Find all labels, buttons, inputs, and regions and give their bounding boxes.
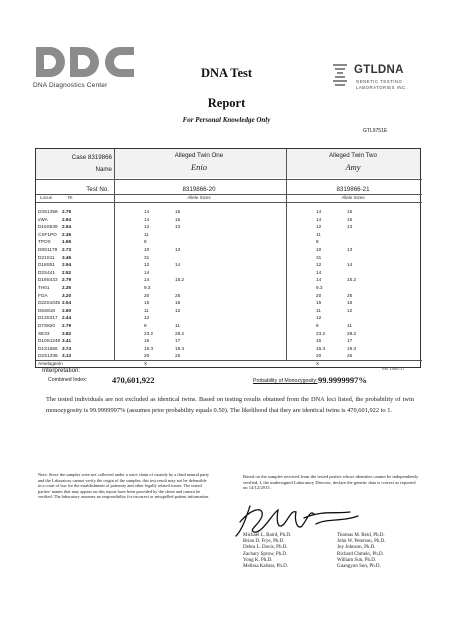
party1-allele1-cell: X: [144, 361, 148, 366]
staff-name: Melissa Kalstar, Ph.D.: [243, 564, 288, 570]
party2-allele1-cell: 10: [316, 247, 322, 252]
doc-subtitle: For Personal Knowledge Only: [182, 116, 271, 124]
party1-allele1-cell: 14: [144, 277, 150, 283]
party2-allele1-cell: 20: [316, 353, 322, 359]
party1-allele1-cell: 8: [144, 239, 147, 245]
party1-allele1-cell: 16: [144, 338, 150, 344]
ri-cell: 2.79: [62, 323, 72, 328]
director-statement: Based on the samples received from the tested parties whose identities cannot be independently verified, I, the undersigned Laboratory Director, declare the genetic data is correct as reported on 14/12/2015.: [243, 474, 419, 491]
staff-name: John W. Peterson, Ph.D.: [337, 539, 386, 545]
name-label: Name: [95, 166, 112, 173]
party1-allele2-cell: 19.3: [175, 345, 185, 351]
party2-name: Amy: [345, 162, 361, 172]
combined-index-value: 470,601,922: [112, 375, 155, 385]
party2-allele1-cell: 31: [316, 254, 322, 260]
staff-name: Brian D. Frye, Ph.D.: [243, 539, 285, 545]
ri-cell: 2.36: [62, 231, 72, 237]
party1-allele1-cell: 12: [144, 315, 150, 321]
party2-allele1-cell: 14: [316, 216, 322, 222]
party2-allele1-cell: 11: [316, 307, 321, 313]
staff-name: Joy Johnson, Ph.D.: [337, 545, 376, 551]
staff-name: Zachary Sprow, Ph.D.: [243, 551, 288, 557]
locus-cell: D21S11: [38, 254, 55, 260]
ri-cell: 2.54: [62, 224, 72, 230]
party2-allele2-cell: 13: [347, 224, 353, 230]
divider-top: [36, 179, 422, 180]
party1-allele1-cell: 10: [144, 247, 150, 252]
locus-cell: Amelogenin: [38, 361, 63, 366]
party2-allele2-cell: 16: [347, 300, 353, 306]
party2-allele1-cell: 8: [316, 323, 319, 328]
party2-allele2-cell: 16: [347, 216, 353, 222]
party2-allele1-cell: 12: [316, 262, 322, 268]
locus-cell: D10S1248: [38, 338, 61, 344]
party1-allele-header: Allele Sizes: [187, 195, 211, 200]
party2-allele2-cell: 14: [347, 262, 353, 268]
interpretation-text: The tested individuals are not excluded as identical twins. Based on testing results obtained from the DNA loci listed, the probability of twin monozygosity is 99.9999997% (assumes prior probability equals 0.50). The likelihood that they are identical twins is 470,601,922 to 1.: [46, 396, 414, 415]
party2-allele2-cell: 19.3: [347, 345, 357, 351]
divider-col2: [286, 149, 287, 360]
ri-cell: 2.76: [62, 209, 72, 214]
locus-cell: D7S820: [38, 323, 55, 328]
party1-allele1-cell: 20: [144, 292, 150, 298]
locus-cell: D22S1045: [38, 300, 61, 306]
ri-cell: 2.79: [62, 277, 72, 283]
party1-allele1-cell: 8: [144, 323, 147, 328]
staff-name: Thomas M. Reid, Ph.D.: [337, 533, 385, 538]
party1-allele2-cell: 13: [175, 224, 181, 230]
ri-cell: 2.94: [62, 262, 72, 268]
party2-allele1-cell: 9.3: [316, 285, 323, 290]
party2-allele1-cell: 8: [316, 239, 319, 245]
ri-cell: 2.73: [62, 247, 72, 252]
party1-allele1-cell: 20: [144, 353, 150, 359]
ri-cell: 3.74: [62, 345, 72, 351]
case-number: Case 8319866: [71, 154, 112, 161]
locus-cell: D1S1656: [38, 345, 58, 351]
party1-allele1-cell: 14: [144, 209, 150, 214]
doc-code: GTL9751E: [363, 128, 388, 134]
locus-cell: D18S51: [38, 262, 55, 268]
party1-allele1-cell: 11: [144, 231, 149, 237]
divider-subhdr: [36, 202, 422, 203]
party1-allele1-cell: 15: [144, 300, 150, 306]
combined-index-label: Combined Index:: [48, 377, 88, 383]
party1-allele2-cell: 15.2: [175, 277, 185, 283]
staff-name: Guangyun Sun, Ph.D.: [337, 564, 381, 570]
ri-cell: 2.44: [62, 315, 72, 321]
party2-allele1-cell: 12: [316, 315, 322, 321]
locus-cell: SE33: [38, 330, 50, 336]
party1-allele1-cell: 16.3: [144, 345, 154, 351]
locus-cell: FGA: [38, 292, 48, 298]
party1-allele2-cell: 16: [175, 300, 181, 306]
party1-allele2-cell: 16: [175, 216, 181, 222]
ri-cell: 3.82: [62, 330, 72, 336]
party1-title: Alleged Twin One: [174, 152, 224, 159]
ri-cell: 2.52: [62, 269, 72, 275]
party2-allele2-cell: 25: [347, 292, 353, 298]
party2-allele-header: Allele Sizes: [341, 195, 365, 200]
test-no-label: Test No.: [86, 186, 109, 193]
locus-cell: D16S539: [38, 224, 58, 230]
party1-allele2-cell: 25: [175, 292, 181, 298]
ri-cell: 2.04: [62, 300, 72, 306]
ri-cell: 3.41: [62, 338, 72, 344]
party1-allele2-cell: 12: [175, 307, 181, 313]
ri-cell: 2.35: [62, 285, 72, 290]
results-box: [35, 148, 421, 368]
party1-allele2-cell: 11: [175, 323, 180, 328]
party2-test-no: 8319866-21: [336, 186, 370, 193]
party2-allele1-cell: 16.3: [316, 345, 326, 351]
party2-title: Alleged Twin Two: [329, 152, 377, 159]
party1-allele2-cell: 25: [175, 353, 181, 359]
party2-allele1-cell: 14: [316, 269, 322, 275]
ri-cell: 3.20: [62, 292, 72, 298]
ri-cell: 2.60: [62, 307, 72, 313]
ddc-subtitle: DNA Diagnostics Center: [33, 82, 108, 89]
locus-cell: D19S433: [38, 277, 58, 283]
staff-list-right: [337, 533, 385, 570]
party1-allele1-cell: 12: [144, 262, 150, 268]
staff-name: William Sun, Ph.D.: [337, 557, 377, 563]
party2-allele1-cell: 14: [316, 277, 322, 283]
party1-allele1-cell: 11: [144, 307, 149, 313]
ri-cell: 3.46: [62, 254, 72, 260]
staff-name: Debra L. Davis, Ph.D.: [243, 545, 288, 551]
locus-cell: D2S441: [38, 269, 55, 275]
ri-cell: 1.65: [62, 239, 72, 245]
interpretation-label: Interpretation:: [42, 367, 81, 374]
party2-allele2-cell: 11: [347, 323, 352, 328]
party2-allele2-cell: 17: [347, 338, 353, 344]
gtl-brand-sub1: GENETIC TESTING: [356, 79, 403, 84]
doc-title-line1: DNA Test: [200, 66, 253, 80]
doc-title-line2: Report: [207, 96, 246, 110]
locus-cell: CSF1PO: [38, 231, 57, 237]
party1-allele2-cell: 15: [175, 209, 181, 214]
party2-allele1-cell: 12: [316, 224, 322, 230]
probability-label: Probability of Monozygosity:: [253, 378, 318, 384]
party2-allele2-cell: 15: [347, 209, 353, 214]
party1-allele1-cell: 31: [144, 254, 150, 260]
locus-cell: D3S1358: [38, 209, 58, 214]
locus-cell: D13S317: [38, 315, 58, 321]
party2-allele2-cell: 25: [347, 353, 353, 359]
gtl-logo-icon: [331, 62, 349, 90]
party1-allele1-cell: 14: [144, 216, 150, 222]
party2-allele1-cell: 15: [316, 300, 322, 306]
party2-allele2-cell: 15.2: [347, 277, 357, 283]
locus-cell: D5S818: [38, 307, 55, 313]
party2-allele2-cell: 12: [347, 307, 353, 313]
locus-cell: D2S1338: [38, 353, 58, 359]
party2-allele1-cell: 23.2: [316, 330, 326, 336]
party2-allele2-cell: 13: [347, 247, 353, 252]
party1-allele1-cell: 9.3: [144, 285, 151, 290]
party2-allele1-cell: 11: [316, 231, 321, 237]
ri-cell: 2.94: [62, 216, 72, 222]
staff-list-left: [243, 533, 291, 570]
disclaimer-note: Note: Since the samples were not collected under a strict chain of custody by a third neutral party and the Laboratory cannot verify the origin of the samples, this test result may not be defensible in a court of law for the establishment of paternity and other legally related issues. The tested parties' names that may appear on this report have been provided by the client and cannot be verified. The laboratory assumes no responsibility for incorrect or misspelled patient information.: [38, 472, 210, 500]
locus-cell: D8S1179: [38, 247, 58, 252]
ri-cell: 3.13: [62, 353, 72, 359]
party2-allele1-cell: X: [316, 361, 320, 366]
party1-test-no: 8319866-20: [182, 186, 216, 193]
staff-name: Richard Chmelo, Ph.D.: [337, 551, 384, 557]
probability-value: 99.9999997%: [318, 375, 367, 385]
divider-col1: [114, 149, 115, 360]
staff-name: Yong K. Ph.D.: [243, 557, 273, 563]
party1-allele1-cell: 23.2: [144, 330, 154, 336]
gtl-brand-sub2: LABORATORIES INC.: [356, 85, 408, 90]
party2-allele1-cell: 20: [316, 292, 322, 298]
staff-name: Michael L. Baird, Ph.D.: [243, 533, 292, 538]
rn-number: RN: 1460717: [382, 367, 405, 371]
gtl-brand-name: GTLDNA: [354, 64, 404, 76]
locus-cell: TPOX: [38, 239, 51, 245]
party1-allele2-cell: 17: [175, 338, 181, 344]
party1-allele2-cell: 14: [175, 262, 181, 268]
ri-header: RI: [68, 195, 73, 200]
party1-allele1-cell: 12: [144, 224, 150, 230]
party2-allele1-cell: 14: [316, 209, 322, 214]
party2-allele2-cell: 28.2: [347, 330, 357, 336]
party1-allele1-cell: 14: [144, 269, 150, 275]
party1-allele2-cell: 13: [175, 247, 181, 252]
locus-header: Locus: [40, 195, 53, 200]
party1-allele2-cell: 28.2: [175, 330, 185, 336]
party1-name: Enio: [190, 162, 208, 172]
locus-cell: vWA: [38, 216, 48, 222]
locus-cell: TH01: [38, 285, 50, 290]
divider-bottom: [36, 360, 422, 361]
party2-allele1-cell: 16: [316, 338, 322, 344]
